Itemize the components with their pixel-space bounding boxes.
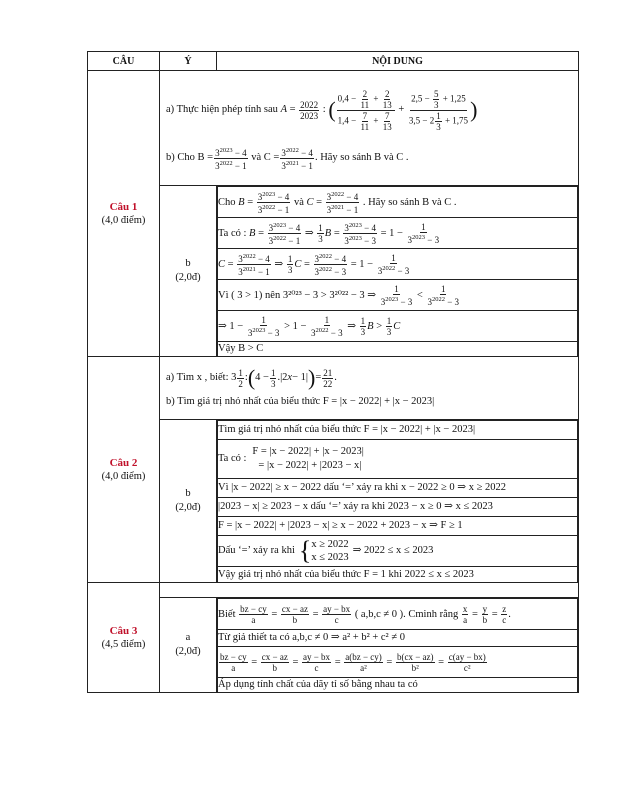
cau3-spacer-row	[88, 583, 579, 598]
cau2-name: Câu 2	[109, 456, 138, 469]
cau2-qb: b) Tìm giá trị nhỏ nhất của biểu thức F = |x − 2022| + |x − 2023|	[166, 396, 435, 407]
cau2-points: (4,0 điểm)	[101, 470, 146, 482]
cau2-label	[88, 357, 160, 583]
cau1-step-3: C = $\frac{3^{2022} - 4}{3^{2021} - 1}$ ⇒ $\frac{1}{3}$ C = $\frac{3^{2022} - 4}{3^{2022} - 3}$ = 1 − $\frac{1}{3^{2022} - 3}$	[218, 249, 578, 280]
cau1-step-4: Vì ( 3 > 1) nên 3²⁰²³ − 3 > 3²⁰²² − 3 ⇒ $\frac{1}{3^{2023} - 3}$ < $\frac{1}{3^{2022} - 3}$	[218, 280, 578, 311]
cau2-step-5: F = |x − 2022| + |2023 − x| ≥ x − 2022 + 2023 − x ⇒ F ≥ 1	[218, 517, 578, 536]
cau1-step-2: Ta có : B = $\frac{3^{2023} - 4}{3^{2022} - 1}$ ⇒ $\frac{1}{3}$ B = $\frac{3^{2023} - 4}{3^{2023} - 3}$ = 1 − $\frac{1}{3^{2023} - 3}$	[218, 218, 578, 249]
cau1-solution	[217, 186, 579, 357]
cau3-points: (4,5 điểm)	[101, 638, 146, 650]
cau2-questions	[160, 357, 579, 420]
cau2-step-4: |2023 − x| ≥ 2023 − x dấu ‘=’ xảy ra khi 2023 − x ≥ 0 ⇒ x ≤ 2023	[218, 498, 578, 517]
cau3-solution-steps	[217, 598, 578, 692]
header-row	[88, 52, 579, 71]
cau2-qa: a) Tìm x , biết: 3 $\frac{1}{2}$ : ( 4 − $\frac{1}{3}$ .|2 x − 1| ) = $\frac{21}{22}$ .	[166, 365, 337, 390]
header-y: Ý	[160, 52, 217, 71]
cau2-solution	[217, 420, 579, 583]
cau3-a-row	[88, 598, 579, 693]
cau1-qa: a) Thực hiện phép tính sau A = $\frac{2022}{2023}$ : ( 0,4 − $\frac{2}{11}$ + $\frac{2}{13}$ 1,4 − $\frac{7}{11}$ + $\frac{7}{13}$ + 2,5 − $\frac{5}{3}$ + 1,25 3,5 − 2 $\frac{1}{3}$ + 1,75 )	[166, 88, 478, 132]
header-cau: CÂU	[88, 52, 160, 71]
cau1-step-1: Cho B = $\frac{3^{2023} - 4}{3^{2022} - 1}$ và C = $\frac{3^{2022} - 4}{3^{2021} - 1}$ . Hãy so sánh B và C .	[218, 187, 578, 218]
cau2-question-row	[88, 357, 579, 420]
cau1-step-5: ⇒ 1 − $\frac{1}{3^{2023} - 3}$ > 1 − $\frac{1}{3^{2022} - 3}$ ⇒ $\frac{1}{3}$ B > $\frac{1}{3}$ C	[218, 311, 578, 342]
cau3-empty	[160, 583, 579, 598]
cau2-solution-steps	[217, 420, 578, 582]
cau1-label	[88, 71, 160, 357]
cau1-question-row	[88, 71, 579, 186]
cau2-step-6: Dấu ‘=’ xảy ra khi { x ≥ 2022 x ≤ 2023 ⇒ 2022 ≤ x ≤ 2023	[218, 536, 578, 567]
answer-table	[87, 51, 579, 693]
cau2-step-3: Vì |x − 2022| ≥ x − 2022 dấu ‘=’ xảy ra khi x − 2022 ≥ 0 ⇒ x ≥ 2022	[218, 479, 578, 498]
cau2-y-b: b (2,0đ)	[160, 420, 217, 583]
cau3-step-3: $\frac{bz - cy}{a}$ = $\frac{cx - az}{b}$ = $\frac{ay - bx}{c}$ = $\frac{a(bz - cy)}{\text{a²}}$ = $\frac{b(cx - az)}{\text{b²}}$ = $\frac{c(ay - bx)}{\text{c²}}$	[218, 647, 578, 678]
cau1-step-6: Vậy B > C	[218, 342, 578, 357]
cau3-name: Câu 3	[109, 624, 138, 637]
cau3-step-2: Từ giả thiết ta có a,b,c ≠ 0 ⇒ a² + b² + c² ≠ 0	[218, 630, 578, 647]
cau1-name: Câu 1	[109, 200, 138, 213]
cau1-points: (4,0 điểm)	[101, 214, 146, 226]
cau1-b-row	[88, 186, 579, 357]
cau3-step-4: Áp dụng tính chất của dãy tỉ số bằng nhau ta có	[218, 678, 578, 693]
cau2-step-1: Tìm giá trị nhỏ nhất của biểu thức F = |x − 2022| + |x − 2023|	[218, 421, 578, 440]
cau3-step-1: Biết $\frac{bz - cy}{a}$ = $\frac{cx - az}{b}$ = $\frac{ay - bx}{c}$ ( a,b,c ≠ 0 ). Cminh rằng $\frac{x}{a}$ = $\frac{y}{b}$ = $\frac{z}{c}$ .	[218, 599, 578, 630]
cau2-step-7: Vậy giá trị nhỏ nhất của biểu thức F = 1 khi 2022 ≤ x ≤ 2023	[218, 567, 578, 583]
cau1-solution-steps	[217, 186, 578, 356]
cau1-questions	[160, 71, 579, 186]
cau2-b-row	[88, 420, 579, 583]
cau1-y-b: b (2,0đ)	[160, 186, 217, 357]
header-noi-dung: NỘI DUNG	[217, 52, 579, 71]
cau3-y-a: a (2,0đ)	[160, 598, 217, 693]
cau3-solution	[217, 598, 579, 693]
cau1-qb: b) Cho B = $\frac{3^{2023} - 4}{3^{2022} - 1}$ và C = $\frac{3^{2022} - 4}{3^{2021} - 1}$ . Hãy so sánh B và C .	[166, 146, 409, 171]
cau3-label	[88, 583, 160, 693]
cau2-step-2: Ta có : F = |x − 2022| + |x − 2023| = |x − 2022| + |2023 − x|	[218, 440, 578, 479]
